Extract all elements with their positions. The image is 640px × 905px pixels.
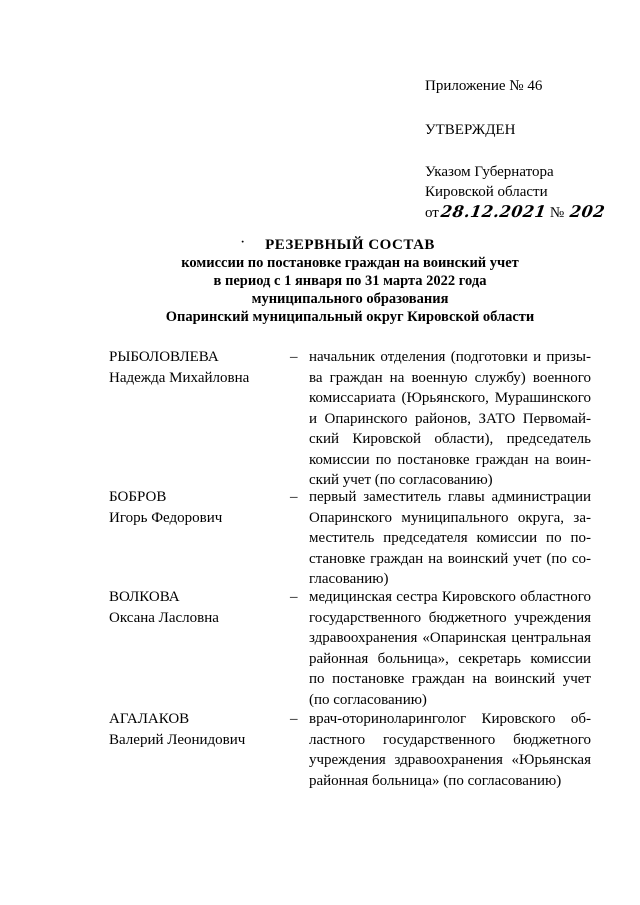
decree-date-row [425,202,615,223]
description-line: ский учет (по согласованию) [309,472,493,488]
handwritten-date: 28.12.2021 [439,202,548,221]
title-line-3: в период с 1 января по 31 марта 2022 года [213,273,487,289]
title-line-2: комиссии по постановке граждан на воинский учет [181,255,519,271]
description-line: по постановке граждан на воинский учет [309,671,591,687]
description-line: гласованию) [309,571,389,587]
title-main: РЕЗЕРВНЫЙ СОСТАВ [265,237,435,253]
member-description [309,487,591,590]
description-line: начальник отделения (подготовки и призы- [309,349,591,365]
member-name [109,347,289,388]
member-description [309,709,591,791]
decree-line-2: Кировской области [425,184,548,200]
description-line: ластного государственного бюджетного [309,731,591,748]
description-line: меститель председателя комиссии по по- [309,530,591,546]
member-description [309,587,591,710]
approval-stamp [425,76,615,223]
description-line: ва граждан на военную службу) военного [309,369,591,386]
description-line: (по согласованию) [309,691,427,708]
number-sign: № [549,205,565,221]
member-given-name: Надежда Михайловна [109,369,250,386]
stray-dot: · [240,234,246,251]
member-dash: – [290,489,298,505]
description-line: и Опаринского районов, ЗАТО Первомай- [309,410,591,427]
member-name [109,487,289,528]
description-line: медицинская сестра Кировского областного [309,589,591,605]
description-line: комиссии по постановке граждан на воин- [309,451,591,468]
description-line: врач-оториноларинголог Кировского об- [309,711,591,727]
description-line: Опаринского муниципального округа, за- [309,509,591,526]
member-dash: – [290,711,298,727]
description-line: комиссариата (Юрьянского, Мурашинского [309,390,591,406]
description-line: районная больница», секретарь комиссии [309,650,591,667]
member-name [109,587,289,628]
description-line: первый заместитель главы администрации [309,489,591,505]
from-prefix: от [425,205,439,221]
description-line: становке граждан на воинский учет (по со- [309,550,591,567]
member-surname: АГАЛАКОВ [109,711,190,727]
member-dash: – [290,589,298,605]
title-line-4: муниципального образования [251,291,449,307]
member-given-name: Валерий Леонидович [109,731,246,748]
description-line: учреждения здравоохранения «Юрьянская [309,752,591,768]
member-surname: РЫБОЛОВЛЕВА [109,349,219,365]
description-line: ский Кировской области), председатель [309,431,591,447]
member-dash: – [290,349,298,365]
document-title [120,236,580,326]
handwritten-number: 202 [568,202,607,221]
description-line: здравоохранения «Опаринская центральная [309,630,591,646]
appendix-number: Приложение № 46 [425,78,543,94]
member-given-name: Оксана Ласловна [109,609,219,626]
member-surname: БОБРОВ [109,489,167,505]
member-name [109,709,289,750]
member-given-name: Игорь Федорович [109,509,223,526]
decree-line-1: Указом Губернатора [425,164,554,180]
title-line-5: Опаринский муниципальный округ Кировской области [165,309,535,325]
description-line: государственного бюджетного учреждения [309,609,591,626]
member-description [309,347,591,491]
description-line: районная больница» (по согласованию) [309,772,562,789]
approved-label: УТВЕРЖДЕН [425,122,516,138]
member-surname: ВОЛКОВА [109,589,180,605]
